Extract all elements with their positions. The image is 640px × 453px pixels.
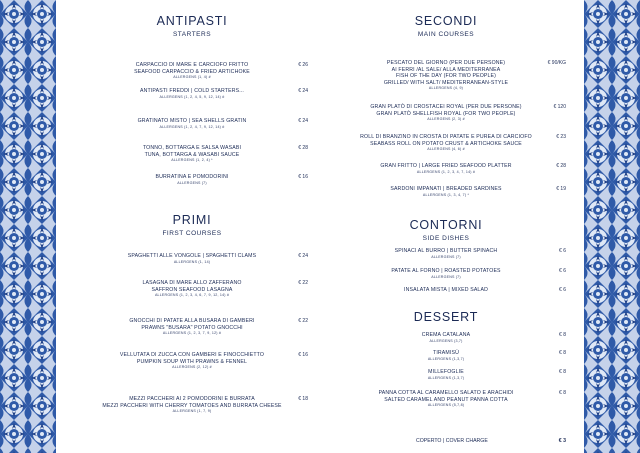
menu-item-price: € 24 — [298, 253, 308, 259]
menu-item-name: MILLEFOGLIE — [428, 369, 464, 375]
menu-item-price: € 8 — [559, 332, 566, 338]
menu-item-price: € 120 — [553, 104, 566, 110]
menu-item-price: € 16 — [298, 352, 308, 358]
menu-item — [72, 318, 312, 336]
menu-item — [322, 268, 570, 280]
menu-item — [72, 280, 312, 298]
menu-item-price: € 22 — [298, 318, 308, 324]
menu-item-name: INSALATA MISTA | MIXED SALAD — [404, 287, 488, 293]
majolica-pattern-left — [0, 0, 56, 453]
menu-item — [72, 253, 312, 265]
menu-item-allergens: ALLERGENS (1, 2, 4) * — [171, 158, 213, 163]
menu-item — [322, 104, 570, 122]
menu-item-name: TONNO, BOTTARGA E SALSA WASABI — [142, 145, 242, 151]
menu-item-name: GNOCCHI DI PATATE ALLA BUSARA DI GAMBERI — [129, 318, 255, 324]
menu-item-name: VELLUTATA DI ZUCCA CON GAMBERI E FINOCCHIETTO — [119, 352, 265, 358]
menu-item — [72, 174, 312, 186]
menu-item-name: PESCATO DEL GIORNO (PER DUE PERSONE) — [386, 60, 506, 66]
menu-item — [322, 332, 570, 344]
primi-title: PRIMI — [172, 213, 212, 227]
menu-item-name: SPINACI AL BURRO | BUTTER SPINACH — [394, 248, 498, 254]
menu-item — [322, 369, 570, 381]
antipasti-subtitle: STARTERS — [172, 31, 212, 38]
menu-item-name: GRAN PLATÒ SHELLFISH ROYAL (FOR TWO PEOPLE) — [376, 110, 516, 117]
menu-item — [72, 88, 312, 100]
right-majolica-border — [584, 0, 640, 453]
menu-item-name: MEZZI PACCHERI WITH CHERRY TOMATOES AND BURRATA CHEESE — [102, 402, 282, 409]
menu-item-price: € 26 — [298, 62, 308, 68]
menu-item-allergens: ALLERGENS (1, 3, 4, 7) * — [422, 192, 470, 197]
menu-item-name: ROLL DI BRANZINO IN CROSTA DI PATATE E PUREA DI CARCIOFO — [360, 134, 532, 140]
menu-item-name: BURRATINA E POMODORINI — [155, 174, 229, 180]
menu-item-allergens: ALLERGENS (4, 6) # — [427, 147, 465, 152]
menu-item — [72, 145, 312, 163]
menu-item-name: FISH OF THE DAY (FOR TWO PEOPLE) — [395, 73, 497, 80]
menu-item-price: € 8 — [559, 350, 566, 356]
menu-item-allergens: ALLERGENS (7) — [431, 254, 461, 259]
menu-item-price: € 23 — [556, 134, 566, 140]
secondi-title: SECONDI — [414, 14, 478, 28]
menu-item-name: GRAN FRITTO | LARGE FRIED SEAFOOD PLATTER — [380, 163, 512, 169]
menu-item-price: € 8 — [559, 369, 566, 375]
menu-item — [72, 62, 312, 80]
dessert-title: DESSERT — [413, 310, 479, 324]
menu-item — [322, 134, 570, 152]
contorni-subtitle: SIDE DISHES — [422, 235, 470, 242]
menu-item-name: SAFFRON SEAFOOD LASAGNA — [151, 286, 233, 293]
menu-item-name: PRAWNS "BUSARA" POTATO GNOCCHI — [141, 324, 243, 331]
menu-item-allergens: ALLERGENS (1,3,7) — [427, 375, 465, 380]
menu-item-price: € 22 — [298, 280, 308, 286]
cover-charge-label: COPERTO | COVER CHARGE — [416, 438, 488, 444]
antipasti-title: ANTIPASTI — [156, 14, 228, 28]
menu-item — [322, 350, 570, 362]
cover-charge-price: € 3 — [558, 438, 566, 444]
menu-item-allergens: ALLERGENS (1, 2, 4, 5, 9, 12, 14) # — [159, 94, 225, 99]
secondi-subtitle: MAIN COURSES — [417, 31, 475, 38]
menu-item-name: TIRAMISÙ — [433, 350, 459, 356]
menu-item-name: ANTIPASTI FREDDI | COLD STARTERS... — [139, 88, 245, 94]
menu-item-allergens: ALLERGENS (1, 2, 3, 4, 6, 7, 9, 12, 14) # — [154, 293, 230, 298]
menu-item-name: CREMA CATALANA — [421, 332, 471, 338]
left-majolica-border — [0, 0, 56, 453]
menu-item-name: PUMPKIN SOUP WITH PRAWNS & FENNEL — [136, 358, 248, 365]
menu-item-price: € 6 — [559, 268, 566, 274]
menu-item — [322, 163, 570, 175]
menu-item-price: € 6 — [559, 248, 566, 254]
menu-item-price: € 90/KG — [547, 60, 566, 66]
menu-item-price: € 28 — [298, 145, 308, 151]
menu-item-allergens: ALLERGENS (1, 7, 9) — [172, 409, 212, 414]
majolica-pattern-right — [584, 0, 640, 453]
menu-item — [72, 352, 312, 370]
menu-item-name: SPAGHETTI ALLE VONGOLE | SPAGHETTI CLAMS — [127, 253, 257, 259]
menu-item-name: SALTED CARAMEL AND PEANUT PANNA COTTA — [384, 396, 508, 403]
menu-item-allergens: ALLERGENS (1, 14) — [173, 259, 211, 264]
menu-item-allergens: ALLERGENS (3,7) — [429, 338, 463, 343]
menu-item-allergens: ALLERGENS (5,7,8) — [427, 403, 465, 408]
menu-item-name: SEABASS ROLL ON POTATO CRUST & ARTICHOKE SAUCE — [370, 140, 522, 147]
menu-item-price: € 24 — [298, 88, 308, 94]
right-column — [322, 0, 570, 453]
menu-item-allergens: ALLERGENS (1,3,7) — [427, 356, 465, 361]
menu-item-name: SEAFOOD CARPACCIO & FRIED ARTICHOKE — [134, 68, 250, 75]
menu-item — [322, 248, 570, 260]
menu-item-name: LASAGNA DI MARE ALLO ZAFFERANO — [142, 280, 242, 286]
menu-item-name: GRATINATO MISTO | SEA SHELLS GRATIN — [137, 118, 247, 124]
menu-item-allergens: ALLERGENS (2, 12) # — [172, 365, 212, 370]
menu-item — [322, 186, 570, 198]
menu-item-price: € 8 — [559, 390, 566, 396]
menu-item-name: TUNA, BOTTARGA & WASABI SAUCE — [144, 151, 240, 158]
left-column — [72, 0, 312, 453]
menu-item — [72, 118, 312, 130]
menu-item — [322, 390, 570, 408]
menu-item-allergens: ALLERGENS (4, 9) — [428, 86, 464, 91]
menu-item-price: € 24 — [298, 118, 308, 124]
menu-item-name: PANNA COTTA AL CARAMELLO SALATO E ARACHIDI — [378, 390, 514, 396]
menu-item-price: € 28 — [556, 163, 566, 169]
menu-item-price: € 6 — [559, 287, 566, 293]
menu-item-name: AI FERRI /AL SALE/ ALLA MEDITERRANEA — [391, 66, 501, 73]
menu-item — [72, 396, 312, 414]
menu-item-allergens: ALLERGENS (1, 2, 4, 7, 9, 12, 14) # — [159, 124, 225, 129]
menu-item-name: SARDONI IMPANATI | BREADED SARDINES — [390, 186, 502, 192]
menu-item — [322, 287, 570, 294]
menu-item-name: GRAN PLATÒ DI CROSTACEI ROYAL (PER DUE PERSONE) — [370, 104, 522, 110]
menu-item-allergens: ALLERGENS (2, 3) # — [427, 117, 465, 122]
menu-item-price: € 19 — [556, 186, 566, 192]
contorni-title: CONTORNI — [409, 218, 483, 232]
menu-item-allergens: ALLERGENS (1, 2, 3, 7, 9, 12) # — [162, 331, 222, 336]
menu-item-price: € 16 — [298, 174, 308, 180]
menu-item-allergens: ALLERGENS (1, 4) # — [173, 75, 211, 80]
menu-item — [322, 60, 570, 91]
menu-item-name: MEZZI PACCHERI AI 2 POMODORINI E BURRATA — [129, 396, 255, 402]
menu-item-name: PATATE AL FORNO | ROASTED POTATOES — [391, 268, 501, 274]
menu-item-name: CARPACCIO DI MARE E CARCIOFO FRITTO — [135, 62, 249, 68]
primi-subtitle: FIRST COURSES — [162, 230, 222, 237]
menu-item-allergens: ALLERGENS (7) — [431, 274, 461, 279]
menu-item-allergens: ALLERGENS (1, 2, 3, 4, 7, 14) # — [416, 169, 476, 174]
menu-item-price: € 18 — [298, 396, 308, 402]
menu-item-name: GRILLED/ WITH SALT/ MEDITERRANEAN-STYLE — [383, 79, 509, 86]
menu-item-allergens: ALLERGENS (7) — [177, 180, 207, 185]
